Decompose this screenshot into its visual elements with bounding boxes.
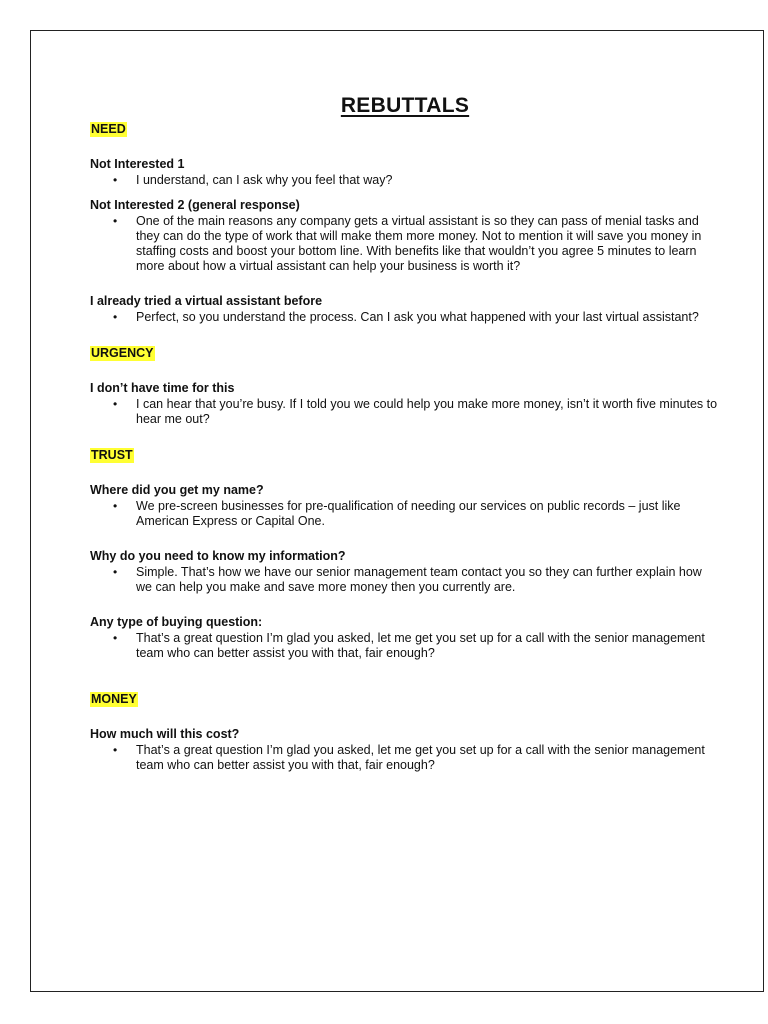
answer-item bbox=[90, 499, 720, 529]
answer-list bbox=[90, 499, 720, 529]
answer-list bbox=[90, 214, 720, 274]
question-not-interested-2: Not Interested 2 (general response) bbox=[90, 198, 300, 212]
question-why-information: Why do you need to know my information? bbox=[90, 549, 346, 563]
document-body bbox=[90, 93, 720, 773]
bullet-icon: • bbox=[113, 499, 118, 513]
section-label-urgency: URGENCY bbox=[91, 346, 154, 360]
bullet-icon: • bbox=[113, 310, 118, 324]
answer-item bbox=[90, 397, 720, 427]
question-where-name: Where did you get my name? bbox=[90, 483, 264, 497]
bullet-icon: • bbox=[113, 397, 118, 411]
answer-text: That’s a great question I’m glad you asked, let me get you set up for a call with the senior management team who can better assist you with that, fair enough? bbox=[136, 743, 705, 772]
answer-list bbox=[90, 743, 720, 773]
section-label-trust: TRUST bbox=[91, 448, 133, 462]
answer-text: Perfect, so you understand the process. Can I ask you what happened with your last virtual assistant? bbox=[136, 310, 699, 324]
answer-list bbox=[90, 397, 720, 427]
answer-item bbox=[90, 743, 720, 773]
bullet-icon: • bbox=[113, 173, 118, 187]
answer-text: We pre-screen businesses for pre-qualification of needing our services on public records – just like American Express or Capital One. bbox=[136, 499, 681, 528]
section-label-money: MONEY bbox=[91, 692, 137, 706]
section-label-need: NEED bbox=[91, 122, 126, 136]
answer-text: One of the main reasons any company gets a virtual assistant is so they can pass of menial tasks and they can do the type of work that will make them more money. Not to mention it will save you money in staffing costs and boost your bottom line. With benefits like that wouldn’t you agree 5 minutes to learn more about how a virtual assistant can help your business is worth it? bbox=[136, 214, 702, 273]
answer-item bbox=[90, 631, 720, 661]
section-urgency-header bbox=[90, 345, 720, 361]
answer-text: I understand, can I ask why you feel that way? bbox=[136, 173, 393, 187]
answer-text: Simple. That’s how we have our senior management team contact you so they can further explain how we can help you make and save more money then you currently are. bbox=[136, 565, 702, 594]
answer-text: That’s a great question I’m glad you asked, let me get you set up for a call with the senior management team who can better assist you with that, fair enough? bbox=[136, 631, 705, 660]
answer-list bbox=[90, 173, 720, 188]
section-trust-header bbox=[90, 447, 720, 463]
question-buying: Any type of buying question: bbox=[90, 615, 263, 629]
answer-list bbox=[90, 631, 720, 661]
answer-item bbox=[90, 214, 720, 274]
answer-item bbox=[90, 173, 720, 188]
question-not-interested-1: Not Interested 1 bbox=[90, 157, 185, 171]
question-already-tried: I already tried a virtual assistant before bbox=[90, 294, 323, 308]
bullet-icon: • bbox=[113, 214, 118, 228]
answer-list bbox=[90, 565, 720, 595]
section-money-header bbox=[90, 691, 720, 707]
answer-item bbox=[90, 565, 720, 595]
answer-list bbox=[90, 310, 720, 325]
bullet-icon: • bbox=[113, 565, 118, 579]
answer-text: I can hear that you’re busy. If I told you we could help you make more money, isn’t it worth five minutes to hear me out? bbox=[136, 397, 718, 426]
bullet-icon: • bbox=[113, 631, 118, 645]
question-no-time: I don’t have time for this bbox=[90, 381, 235, 395]
bullet-icon: • bbox=[113, 743, 118, 757]
document-title: REBUTTALS bbox=[340, 94, 470, 117]
answer-item bbox=[90, 310, 720, 325]
section-need-header bbox=[90, 121, 720, 137]
question-cost: How much will this cost? bbox=[90, 727, 240, 741]
